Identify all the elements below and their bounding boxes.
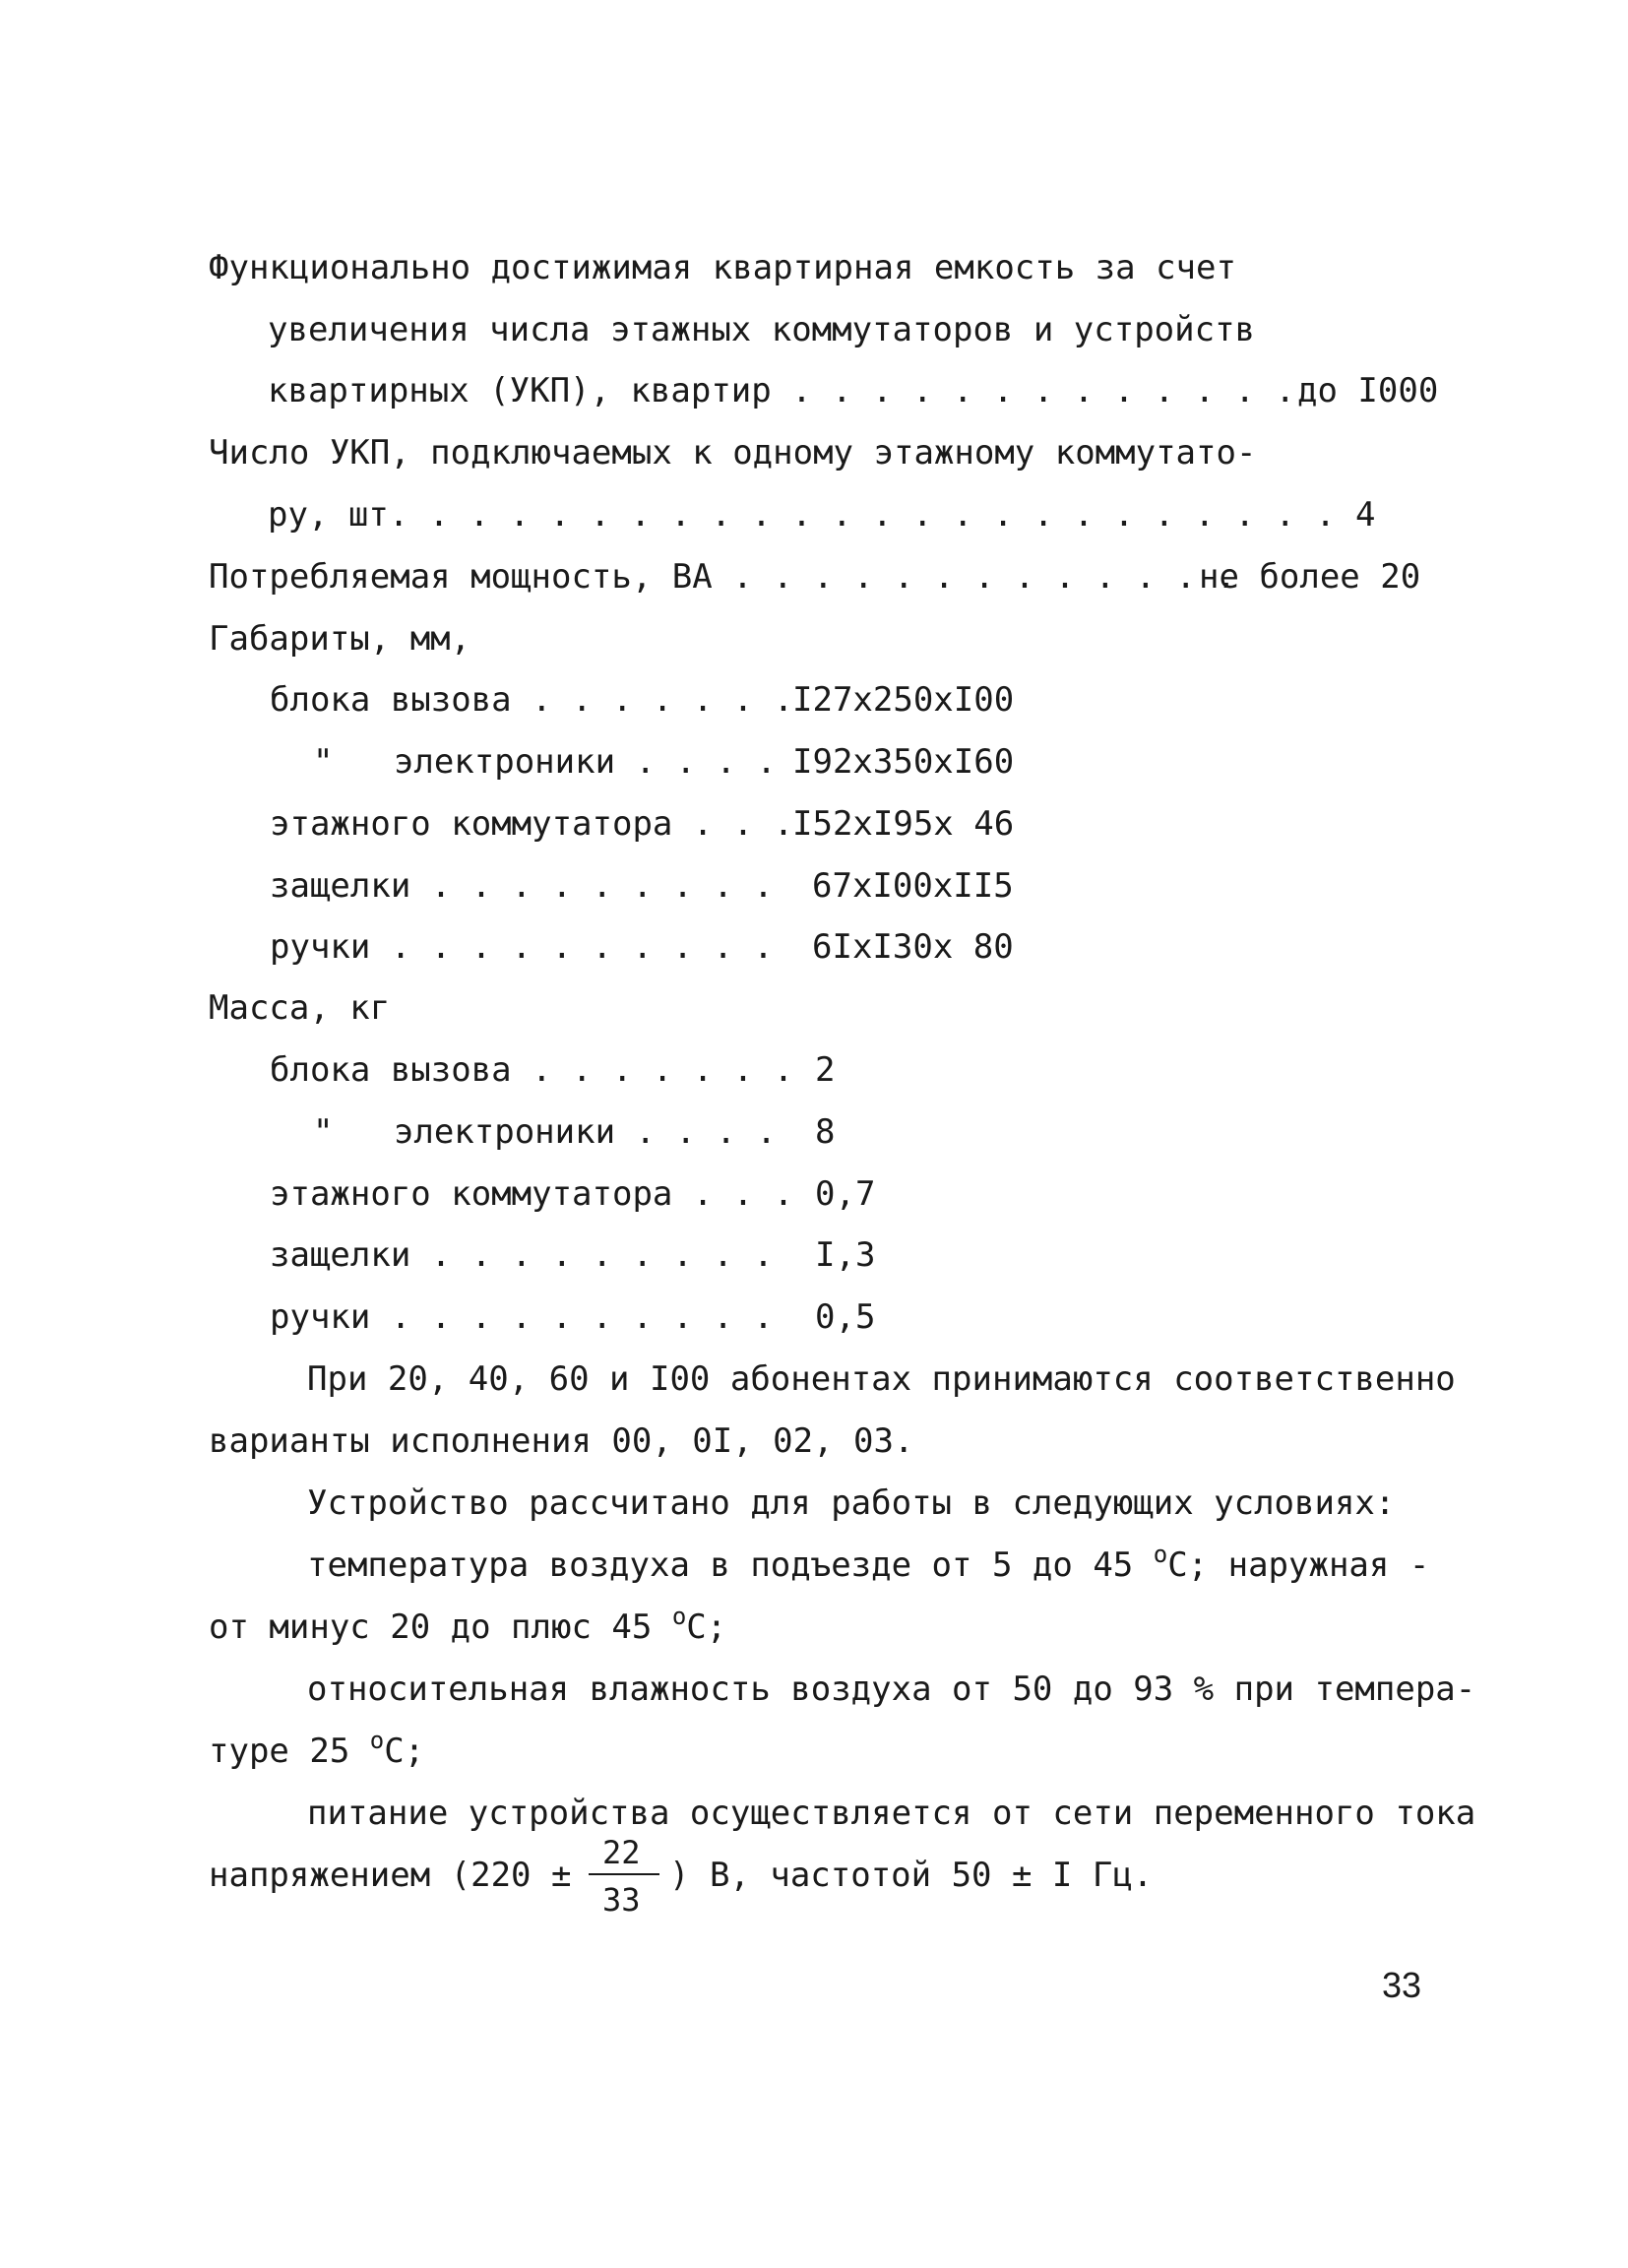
- tolerance-numerator: 22: [602, 1834, 641, 1871]
- fraction-bar: [589, 1873, 659, 1875]
- ukp-count-value: 4: [1355, 495, 1376, 535]
- degree-sign: o: [1153, 1541, 1168, 1568]
- power-label: Потребляемая мощность, ВА . . . . . . . . . . . . .: [209, 557, 1236, 597]
- dimension-row-value: 6IxI30x 80: [812, 927, 1014, 967]
- mass-row-value: 0,5: [815, 1297, 876, 1337]
- mass-row-value: 0,7: [815, 1174, 876, 1214]
- capacity-value: до I000: [1297, 371, 1439, 410]
- page-number: 33: [1382, 1965, 1422, 2005]
- humidity-text-tail: ;: [404, 1732, 425, 1771]
- power-value: не более 20: [1199, 557, 1421, 597]
- ukp-count-line-1: Число УКП, подключаемых к одному этажному коммутато-: [209, 433, 1257, 472]
- supply-line-2-end: ) В, частотой 50 ± I Гц.: [669, 1856, 1154, 1895]
- mass-row-value: 2: [815, 1050, 836, 1090]
- mass-row-label: " электроники . . . .: [313, 1112, 777, 1152]
- dimension-row-value: I92x350xI60: [792, 742, 1015, 782]
- mass-row-label: блока вызова . . . . . . .: [270, 1050, 794, 1090]
- mass-row-value: I,3: [815, 1235, 876, 1275]
- temperature-text: от минус 20 до плюс 45: [209, 1607, 672, 1647]
- variants-line-1: При 20, 40, 60 и I00 абонентах принимаются соответственно: [307, 1359, 1456, 1399]
- temperature-line-1: [307, 1541, 1430, 1585]
- celsius-unit: C: [686, 1607, 707, 1647]
- dimension-row-label: блока вызова . . . . . . .: [270, 680, 794, 720]
- dimension-row-label: ручки . . . . . . . . . .: [270, 927, 774, 967]
- dimension-row-value: 67xI00xII5: [812, 866, 1014, 906]
- supply-line-1: питание устройства осуществляется от сети переменного тока: [307, 1794, 1476, 1833]
- dimension-row-label: защелки . . . . . . . . .: [270, 866, 774, 906]
- mass-row-label: ручки . . . . . . . . . .: [270, 1297, 774, 1337]
- mass-row-label: защелки . . . . . . . . .: [270, 1235, 774, 1275]
- capacity-line-1: Функционально достижимая квартирная емкость за счет: [209, 248, 1236, 287]
- capacity-line-3: квартирных (УКП), квартир . . . . . . . . . . . . .: [268, 371, 1295, 410]
- celsius-unit: C: [384, 1732, 405, 1771]
- dimensions-heading: Габариты, мм,: [209, 619, 471, 659]
- temperature-text-tail: ; наружная -: [1187, 1545, 1430, 1585]
- conditions-intro: Устройство рассчитано для работы в следующих условиях:: [307, 1483, 1396, 1523]
- humidity-line-2: [209, 1727, 425, 1771]
- supply-line-2-start: напряжением (220 ±: [209, 1856, 592, 1895]
- dimension-row-value: I52xI95x 46: [792, 804, 1015, 844]
- mass-row-label: этажного коммутатора . . .: [270, 1174, 794, 1214]
- ukp-count-line-2: ру, шт. . . . . . . . . . . . . . . . . . . . . . . .: [268, 495, 1336, 535]
- temperature-text: температура воздуха в подъезде от 5 до 45: [307, 1545, 1154, 1585]
- temperature-text-tail: ;: [706, 1607, 727, 1647]
- tolerance-denominator: 33: [602, 1881, 641, 1919]
- mass-heading: Масса, кг: [209, 988, 391, 1028]
- temperature-line-2: [209, 1603, 727, 1647]
- mass-row-value: 8: [815, 1112, 836, 1152]
- celsius-unit: C: [1167, 1545, 1188, 1585]
- humidity-text: туре 25: [209, 1732, 370, 1771]
- dimension-row-value: I27x250xI00: [792, 680, 1015, 720]
- capacity-line-2: увеличения числа этажных коммутаторов и устройств: [268, 310, 1256, 349]
- dimension-row-label: этажного коммутатора . . .: [270, 804, 794, 844]
- degree-sign: o: [369, 1727, 385, 1754]
- dimension-row-label: " электроники . . . .: [313, 742, 777, 782]
- degree-sign: o: [671, 1603, 687, 1630]
- variants-line-2: варианты исполнения 00, 0I, 02, 03.: [209, 1421, 914, 1461]
- humidity-line-1: относительная влажность воздуха от 50 до 93 % при темпера-: [307, 1670, 1476, 1709]
